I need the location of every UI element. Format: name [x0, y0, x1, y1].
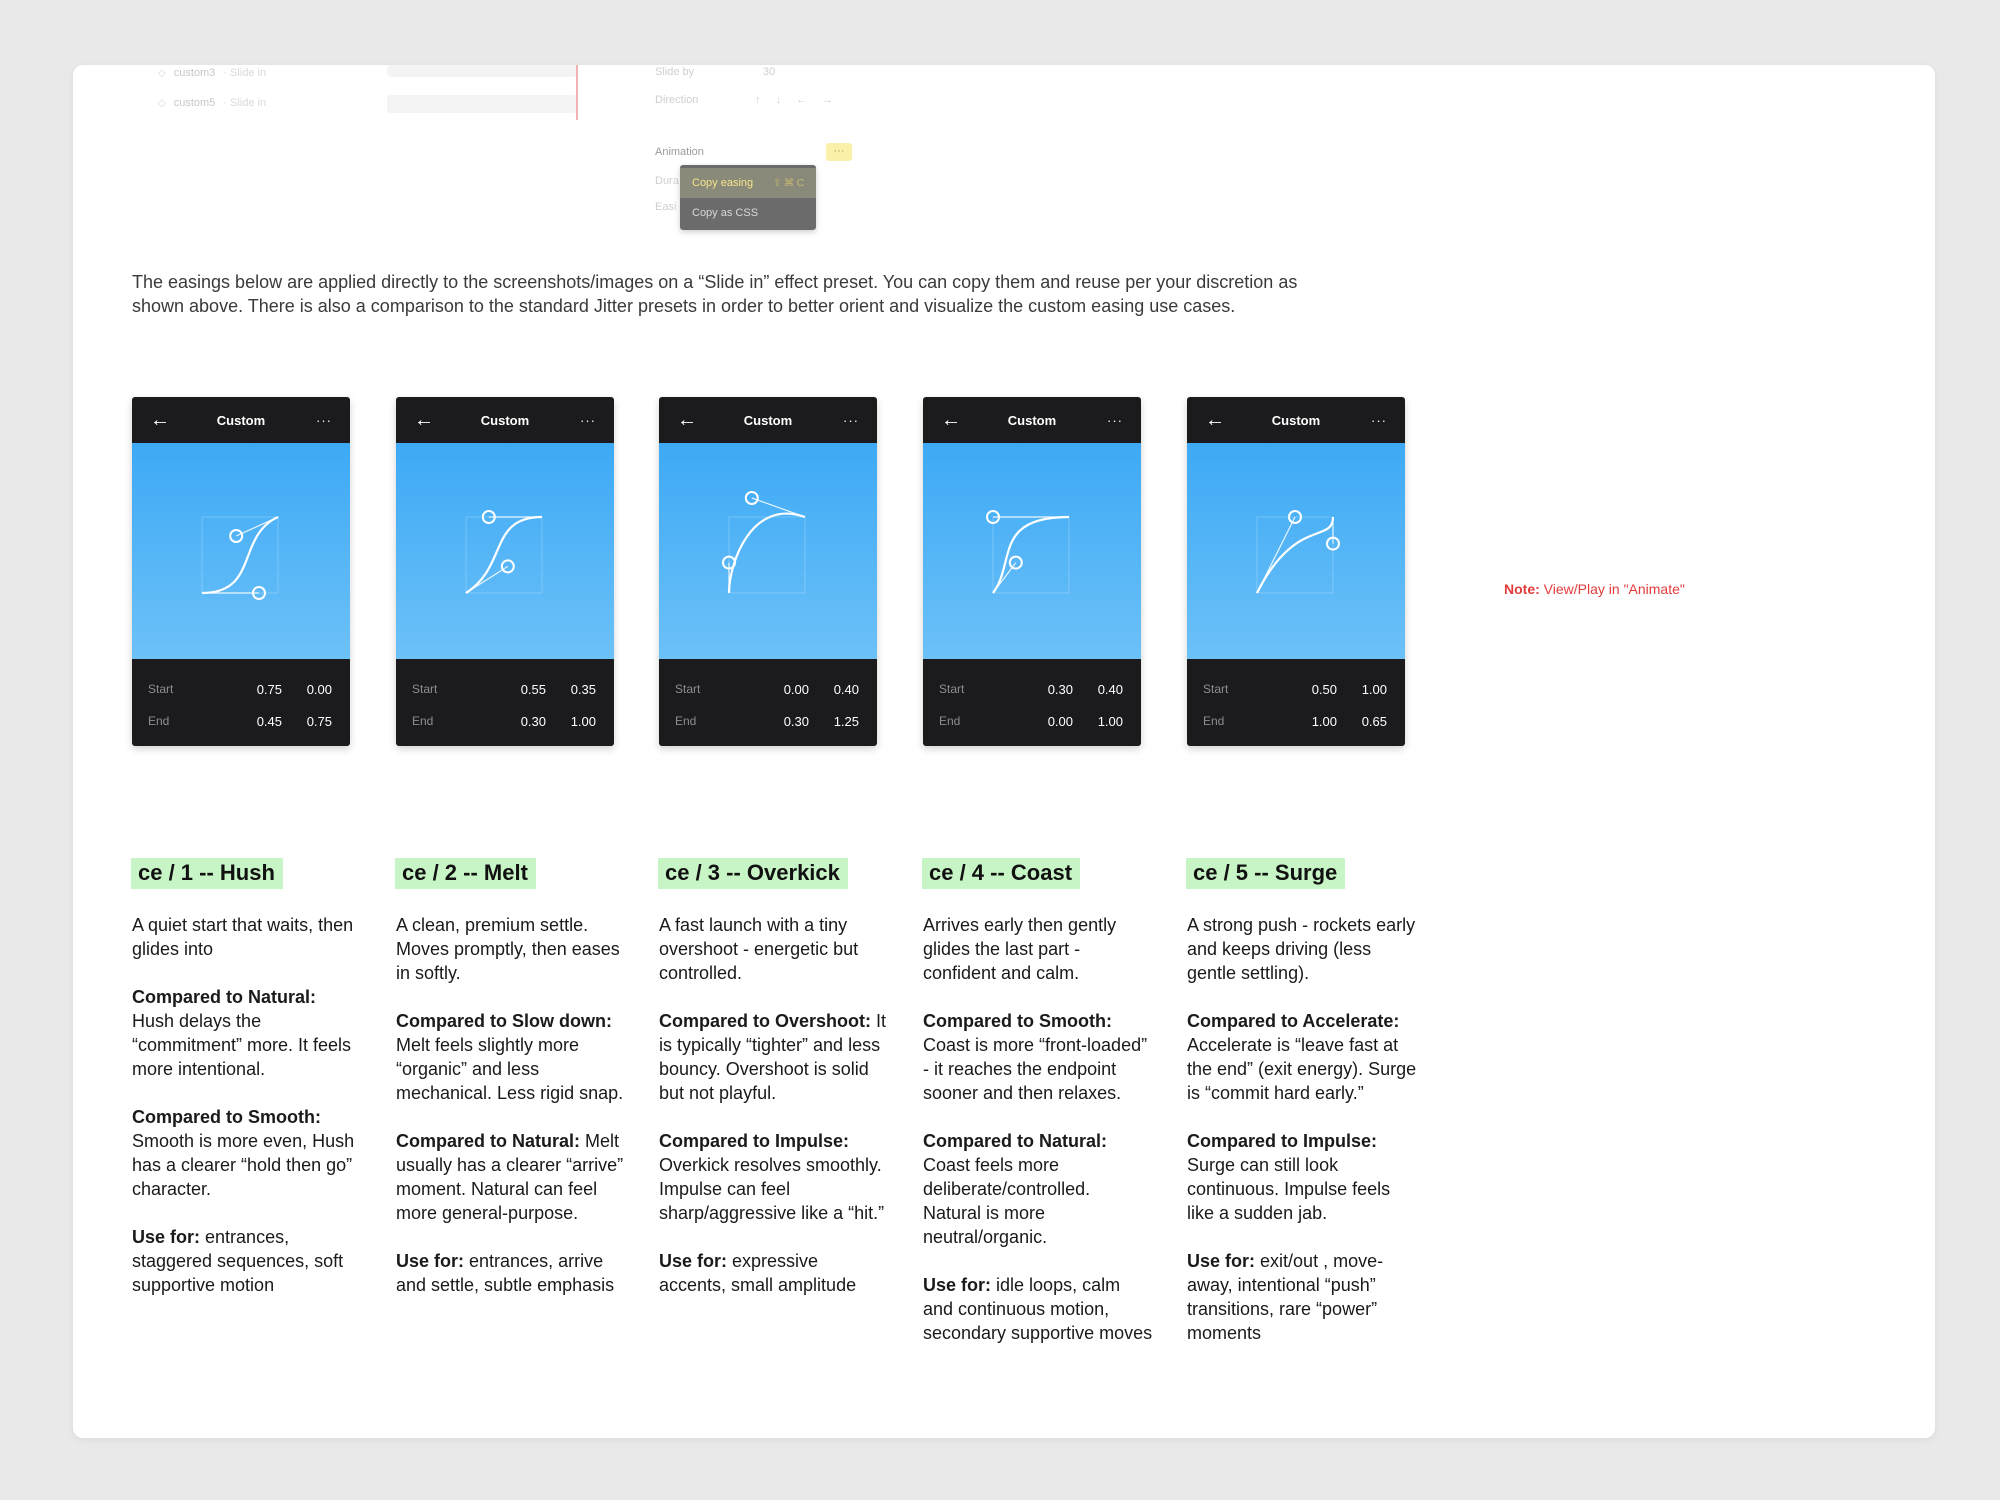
- end-x-value: 0.00: [1047, 713, 1073, 729]
- direction-label: Direction: [655, 94, 699, 106]
- comparison-title: Compared to Slow down:: [396, 1011, 612, 1031]
- bezier-values: [1187, 659, 1405, 746]
- easing-preview-card: [659, 397, 877, 746]
- easing-name-tag: ce / 1 -- Hush: [131, 858, 283, 889]
- start-row: [1203, 673, 1387, 705]
- start-x-value: 0.75: [256, 681, 282, 697]
- description-intro: A quiet start that waits, then glides into: [132, 915, 354, 959]
- note-body: View/Play in "Animate": [1543, 581, 1685, 597]
- comparison-title: Compared to Overshoot:: [659, 1011, 872, 1031]
- comparison-title: Use for:: [132, 1227, 201, 1247]
- description-body: [132, 913, 362, 1297]
- start-label: Start: [1203, 682, 1229, 696]
- description-intro: A fast launch with a tiny overshoot - energetic but controlled.: [659, 915, 859, 983]
- curve-frame: [729, 517, 805, 593]
- card-title: Custom: [743, 412, 793, 428]
- start-y-value: 0.40: [1097, 681, 1123, 697]
- description-body: [396, 913, 626, 1297]
- easing-curve-graph: [132, 443, 350, 659]
- comparison-block: [132, 1225, 362, 1297]
- start-row: [939, 673, 1123, 705]
- copy-as-css-menu-item[interactable]: [680, 198, 816, 228]
- copy-easing-menu-item[interactable]: [680, 168, 816, 198]
- easing-preview-card: [1187, 397, 1405, 746]
- bezier-values: [132, 659, 350, 746]
- comparison-text: entrances, arrive and settle, subtle emphasis: [396, 1251, 615, 1295]
- curve-frame: [993, 517, 1069, 593]
- end-label: End: [148, 714, 170, 728]
- comparison-text: Hush delays the “commitment” more. It feels more intentional.: [132, 1011, 352, 1079]
- comparison-block: [923, 1273, 1153, 1345]
- start-y-value: 0.00: [306, 681, 332, 697]
- more-icon[interactable]: ···: [842, 412, 859, 428]
- layer-name: custom5: [173, 97, 216, 109]
- end-row: [412, 705, 596, 737]
- description-body: [1187, 913, 1417, 1345]
- comparison-block: [396, 1249, 626, 1297]
- end-x-value: 0.30: [520, 713, 546, 729]
- slide-by-value: 30: [763, 66, 776, 78]
- end-y-value: 1.25: [833, 713, 859, 729]
- easing-curve: [993, 517, 1069, 593]
- curve-canvas: [132, 443, 350, 659]
- end-row: [675, 705, 859, 737]
- playhead: [576, 65, 578, 120]
- end-label: End: [412, 714, 434, 728]
- end-y-value: 0.75: [306, 713, 332, 729]
- description-intro: A clean, premium settle. Moves promptly, then eases in softly.: [396, 915, 620, 983]
- end-y-value: 0.65: [1361, 713, 1387, 729]
- comparison-text: Overkick resolves smoothly. Impulse can feel sharp/aggressive like a “hit.”: [659, 1155, 885, 1223]
- comparison-block: [396, 1009, 626, 1105]
- easing-description: [1187, 858, 1417, 1369]
- easing-curve-graph: [396, 443, 614, 659]
- easing-curve-graph: [659, 443, 877, 659]
- easing-preview-card: [396, 397, 614, 746]
- comparison-title: Use for:: [1187, 1251, 1256, 1271]
- layer-name: custom3: [173, 67, 216, 79]
- end-label: End: [939, 714, 961, 728]
- start-y-value: 0.35: [570, 681, 596, 697]
- comparison-block: [1187, 1249, 1417, 1345]
- menu-item-label: Copy easing: [692, 177, 754, 189]
- comparison-block: [659, 1129, 889, 1225]
- comparison-text: Melt feels slightly more “organic” and less mechanical. Less rigid snap.: [396, 1035, 624, 1103]
- comparison-title: Use for:: [659, 1251, 728, 1271]
- control-point-handle[interactable]: [1010, 557, 1022, 569]
- curve-canvas: [923, 443, 1141, 659]
- more-icon[interactable]: ···: [579, 412, 596, 428]
- comparison-text: idle loops, calm and continuous motion, secondary supportive moves: [923, 1275, 1153, 1343]
- easing-curve-graph: [1187, 443, 1405, 659]
- comparison-block: [1187, 1009, 1417, 1105]
- easing-description: [923, 858, 1153, 1369]
- easing-name-tag: ce / 4 -- Coast: [922, 858, 1080, 889]
- curve-frame: [466, 517, 542, 593]
- description-intro: A strong push - rockets early and keeps driving (less gentle settling).: [1187, 915, 1416, 983]
- end-x-value: 0.45: [256, 713, 282, 729]
- easing-preview-card: [132, 397, 350, 746]
- curve-canvas: [659, 443, 877, 659]
- end-y-value: 1.00: [570, 713, 596, 729]
- curve-canvas: [1187, 443, 1405, 659]
- intro-paragraph: The easings below are applied directly to the screenshots/images on a “Slide in” effect preset. You can copy them and reuse per your discretion as shown above. There is also a comparison to the standard Jitter presets in order to better orient and visualize the custom easing use cases.: [132, 272, 1298, 316]
- card-header: [1187, 397, 1405, 443]
- back-arrow-icon[interactable]: ←: [150, 409, 170, 431]
- curve-canvas: [396, 443, 614, 659]
- description-body: [659, 913, 889, 1297]
- card-title: Custom: [1007, 412, 1057, 428]
- start-label: Start: [939, 682, 965, 696]
- more-icon[interactable]: ···: [1106, 412, 1123, 428]
- start-x-value: 0.00: [783, 681, 809, 697]
- end-label: End: [1203, 714, 1225, 728]
- comparison-title: Compared to Accelerate:: [1187, 1011, 1400, 1031]
- end-row: [1203, 705, 1387, 737]
- back-arrow-icon[interactable]: ←: [414, 409, 434, 431]
- comparison-title: Compared to Impulse:: [1187, 1131, 1378, 1151]
- card-header: [132, 397, 350, 443]
- curve-frame: [1257, 517, 1333, 593]
- bezier-values: [659, 659, 877, 746]
- layer-effect: · Slide in: [223, 67, 267, 79]
- start-label: Start: [148, 682, 174, 696]
- easing-description: [132, 858, 362, 1321]
- easing-label: Easi: [655, 201, 677, 213]
- menu-item-label: Copy as CSS: [692, 207, 759, 219]
- comparison-title: Compared to Smooth:: [923, 1011, 1112, 1031]
- back-arrow-icon[interactable]: ←: [677, 409, 697, 431]
- start-row: [148, 673, 332, 705]
- editor-screenshot: [73, 65, 973, 245]
- comparison-block: [132, 985, 362, 1081]
- end-label: End: [675, 714, 697, 728]
- diamond-icon: ◇: [158, 97, 166, 109]
- card-title: Custom: [480, 412, 530, 428]
- easing-curve: [729, 514, 805, 593]
- easing-description: [659, 858, 889, 1321]
- start-x-value: 0.55: [520, 681, 546, 697]
- comparison-title: Compared to Smooth:: [132, 1107, 321, 1127]
- document-sheet: [73, 65, 1935, 1438]
- easing-curve-graph: [923, 443, 1141, 659]
- card-title: Custom: [216, 412, 266, 428]
- end-row: [939, 705, 1123, 737]
- comparison-title: Use for:: [923, 1275, 992, 1295]
- bezier-values: [923, 659, 1141, 746]
- description-intro: Arrives early then gently glides the last part - confident and calm.: [923, 915, 1117, 983]
- comparison-text: exit/out , move-away, intentional “push” transitions, rare “power” moments: [1187, 1251, 1384, 1343]
- note-text: [1504, 581, 1685, 597]
- comparison-title: Compared to Natural:: [132, 987, 317, 1007]
- end-x-value: 0.30: [783, 713, 809, 729]
- shortcut-label: ⇧ ⌘ C: [772, 177, 804, 189]
- start-x-value: 0.50: [1311, 681, 1337, 697]
- start-y-value: 0.40: [833, 681, 859, 697]
- comparison-block: [659, 1009, 889, 1105]
- comparison-text: Melt usually has a clearer “arrive” moment. Natural can feel more general-purpose.: [396, 1131, 624, 1223]
- card-header: [923, 397, 1141, 443]
- start-y-value: 1.00: [1361, 681, 1387, 697]
- more-icon[interactable]: ···: [315, 412, 332, 428]
- comparison-title: Compared to Natural:: [923, 1131, 1108, 1151]
- comparison-block: [1187, 1129, 1417, 1225]
- card-title: Custom: [1271, 412, 1321, 428]
- start-x-value: 0.30: [1047, 681, 1073, 697]
- easing-curve: [466, 517, 542, 593]
- card-header: [396, 397, 614, 443]
- comparison-text: It is typically “tighter” and less bouncy. Overshoot is solid but not playful.: [659, 1011, 887, 1103]
- comparison-block: [923, 1129, 1153, 1249]
- comparison-block: [396, 1129, 626, 1225]
- comparison-title: Use for:: [396, 1251, 465, 1271]
- animation-label: Animation: [655, 146, 704, 158]
- start-row: [675, 673, 859, 705]
- card-header: [659, 397, 877, 443]
- more-icon[interactable]: ···: [1370, 412, 1387, 428]
- comparison-block: [923, 1009, 1153, 1105]
- easing-curve: [1257, 517, 1333, 593]
- note-label: Note:: [1504, 581, 1540, 597]
- layer-effect: · Slide in: [223, 97, 267, 109]
- back-arrow-icon[interactable]: ←: [941, 409, 961, 431]
- comparison-title: Compared to Impulse:: [659, 1131, 850, 1151]
- description-body: [923, 913, 1153, 1345]
- comparison-text: expressive accents, small amplitude: [659, 1251, 857, 1295]
- curve-frame: [202, 517, 278, 593]
- bezier-values: [396, 659, 614, 746]
- more-options-button[interactable]: ···: [826, 143, 852, 161]
- context-menu: [680, 165, 816, 230]
- easing-name-tag: ce / 3 -- Overkick: [658, 858, 848, 889]
- comparison-text: Coast feels more deliberate/controlled. Natural is more neutral/organic.: [923, 1155, 1091, 1247]
- duration-label: Dura: [655, 175, 679, 187]
- comparison-title: Compared to Natural:: [396, 1131, 581, 1151]
- direction-arrows-icon: ↑ ↓ ← →: [755, 94, 840, 106]
- slide-by-label: Slide by: [655, 66, 695, 78]
- timeline-bar: [387, 65, 577, 77]
- easing-description: [396, 858, 626, 1321]
- comparison-block: [659, 1249, 889, 1297]
- comparison-text: Surge can still look continuous. Impulse feels like a sudden jab.: [1187, 1155, 1391, 1223]
- diamond-icon: ◇: [158, 67, 166, 79]
- control-point-handle[interactable]: [746, 492, 758, 504]
- layer-row: [158, 97, 266, 109]
- comparison-text: Coast is more “front-loaded” - it reaches the endpoint sooner and then relaxes.: [923, 1035, 1148, 1103]
- comparison-text: Smooth is more even, Hush has a clearer “hold then go” character.: [132, 1131, 355, 1199]
- end-row: [148, 705, 332, 737]
- start-row: [412, 673, 596, 705]
- easing-preview-card: [923, 397, 1141, 746]
- end-y-value: 1.00: [1097, 713, 1123, 729]
- start-label: Start: [675, 682, 701, 696]
- comparison-text: Accelerate is “leave fast at the end” (exit energy). Surge is “commit hard early.”: [1187, 1035, 1417, 1103]
- easing-name-tag: ce / 2 -- Melt: [395, 858, 536, 889]
- end-x-value: 1.00: [1311, 713, 1337, 729]
- easing-name-tag: ce / 5 -- Surge: [1186, 858, 1345, 889]
- timeline-bar: [387, 95, 577, 113]
- back-arrow-icon[interactable]: ←: [1205, 409, 1225, 431]
- start-label: Start: [412, 682, 438, 696]
- comparison-block: [132, 1105, 362, 1201]
- easing-curve: [202, 517, 278, 593]
- layer-row: [158, 67, 266, 79]
- comparison-text: entrances, staggered sequences, soft supportive motion: [132, 1227, 344, 1295]
